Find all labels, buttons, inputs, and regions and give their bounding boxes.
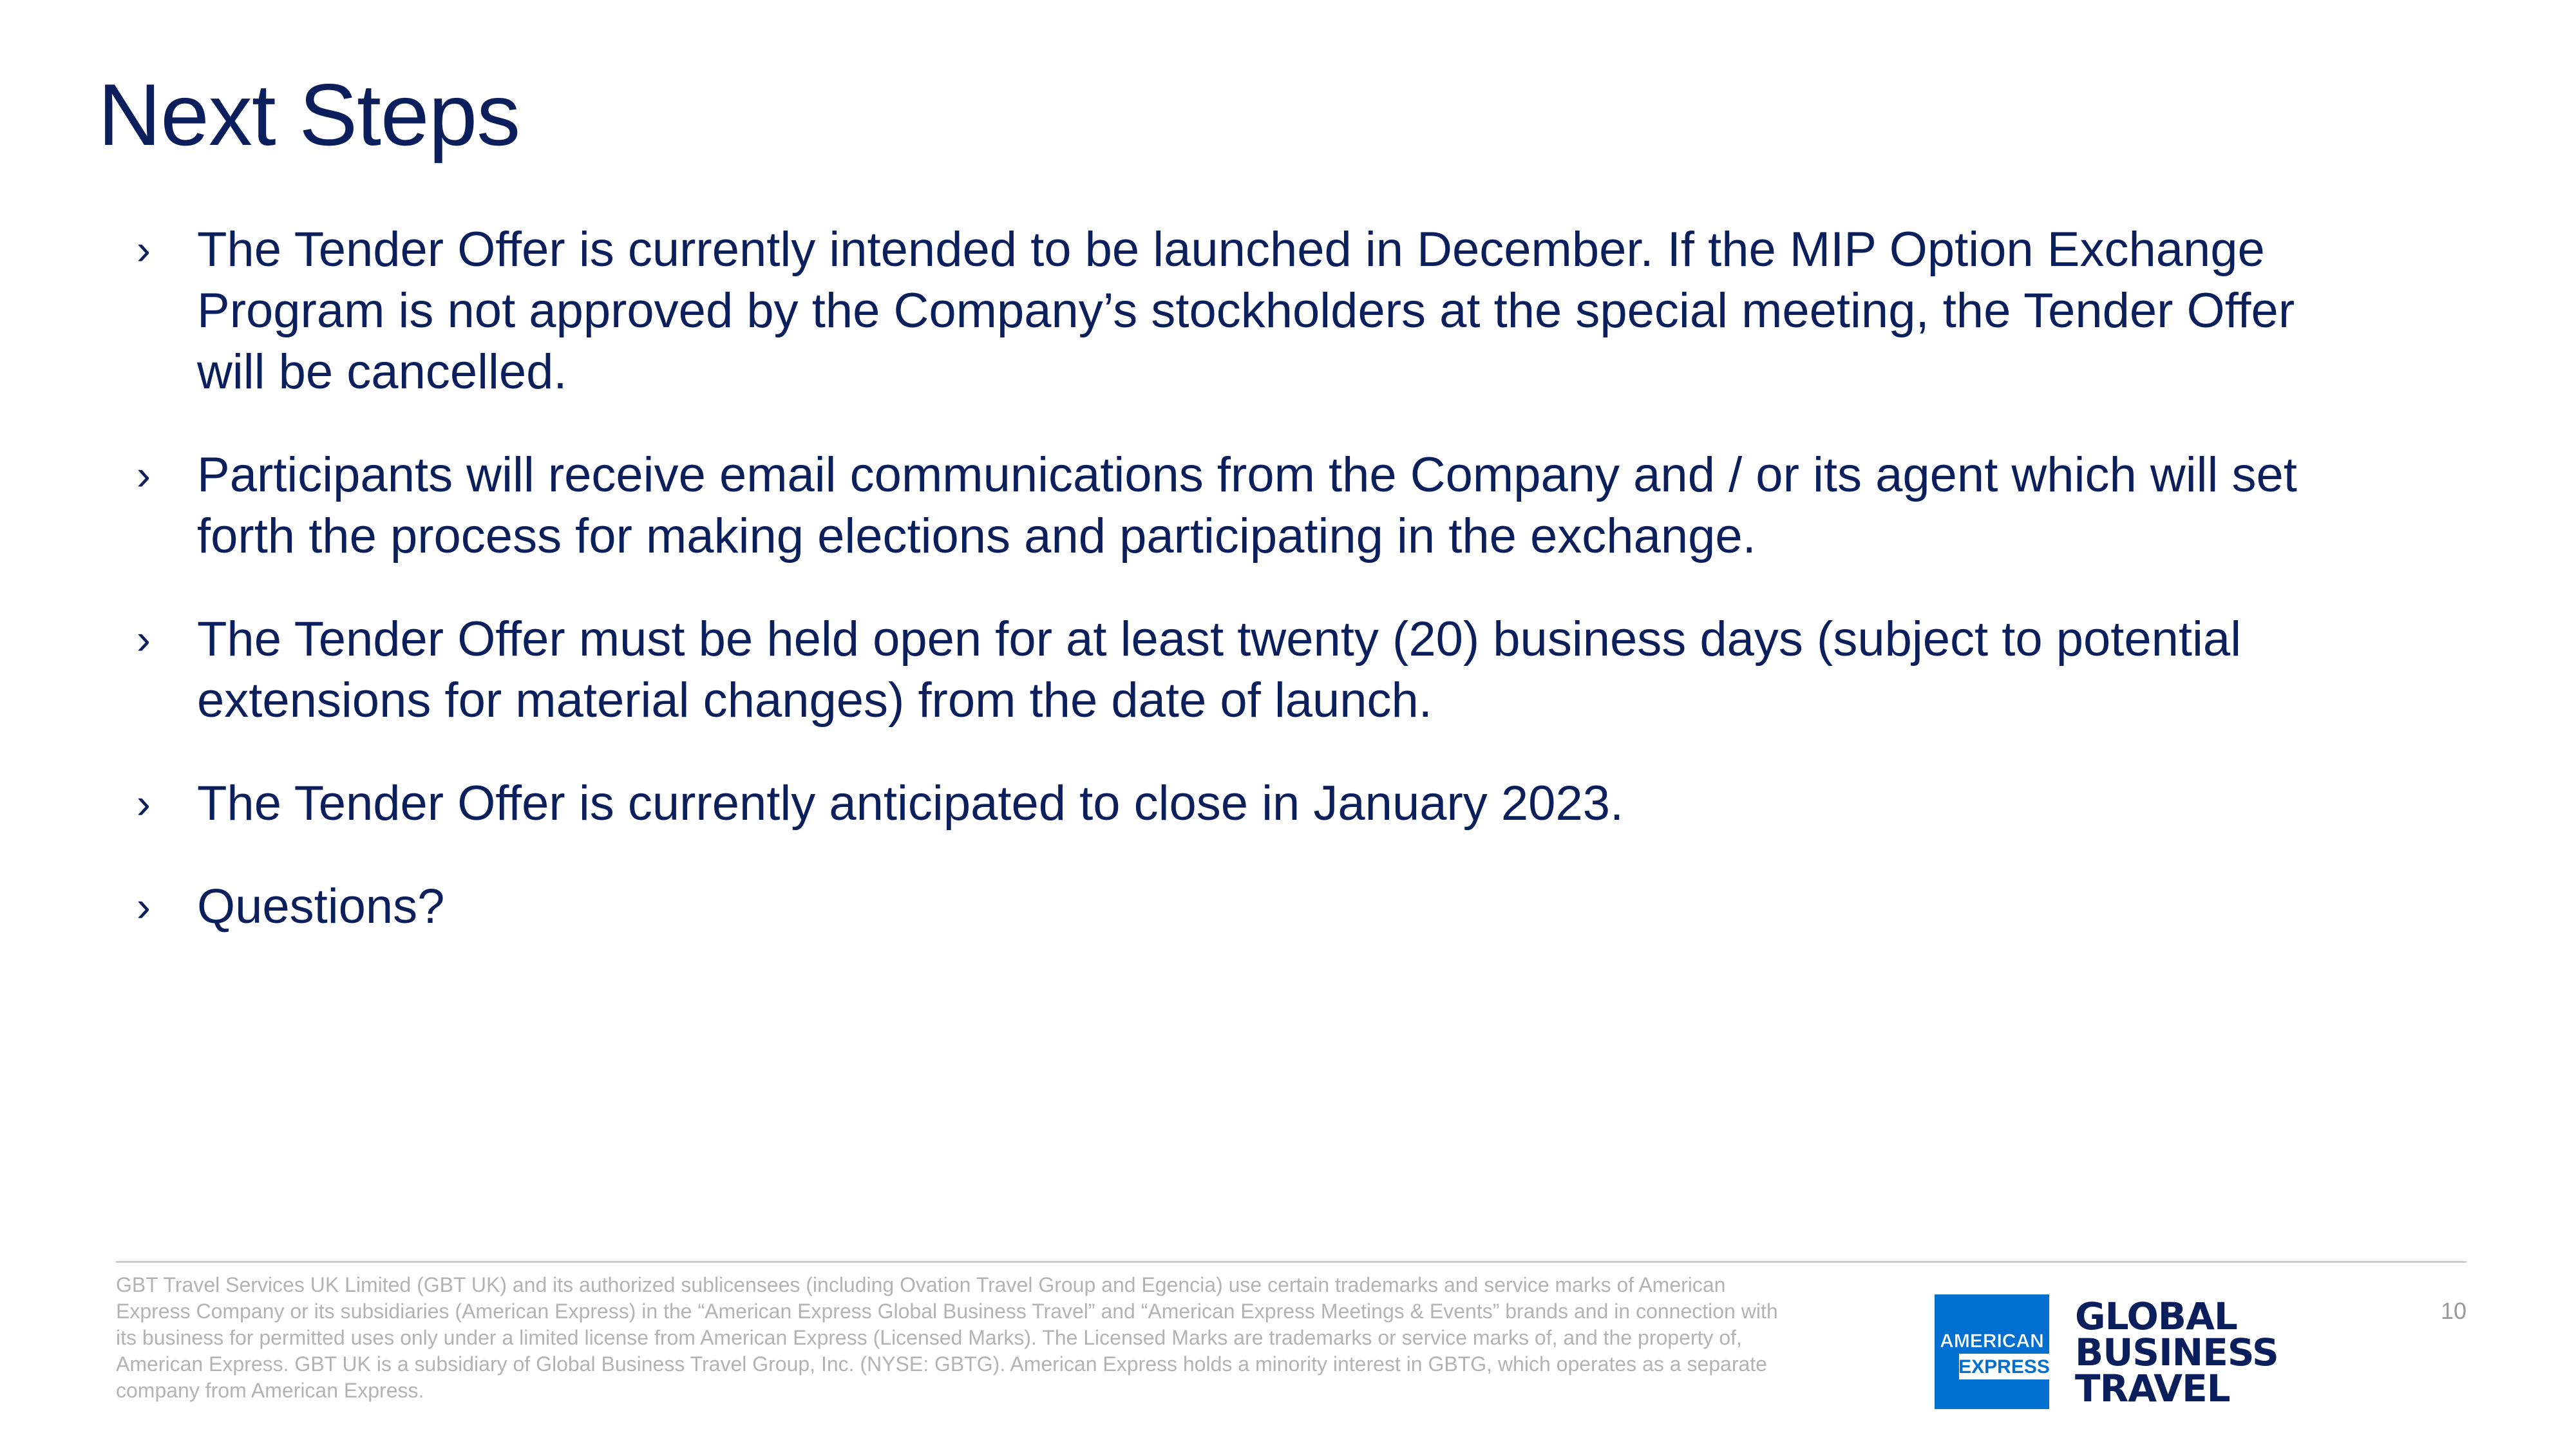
bullet-text: Participants will receive email communications from the Company and / or its agent which will set forth the process for making elections and participating in the exchange. [197,448,2297,564]
bullet-text: Questions? [197,879,445,934]
footer-disclaimer: GBT Travel Services UK Limited (GBT UK) and its authorized sublicensees (including Ovation Travel Group and Egencia) use certain trademarks and service marks of American Express Company or its subsidiaries (American Express) in the “American Express Global Business Travel” and “American Express Meetings & Events” brands and in connection with its business for permitted uses only under a limited license from American Express (Licensed Marks). The Licensed Marks are trademarks or service marks of, and the property of, American Express. GBT UK is a subsidiary of Global Business Travel Group, Inc. (NYSE: GBTG). American Express holds a minority interest in GBTG, which operates as a separate company from American Express. [116,1273,1778,1402]
amex-badge-icon [1935,1294,2049,1409]
bullet-item [137,876,2300,937]
amex-badge-line2: EXPRESS [1958,1356,2049,1378]
page-number: 10 [2441,1298,2467,1324]
bullet-item [137,609,2300,731]
bullet-item [137,773,2300,834]
chevron-right-icon: › [137,615,151,663]
bullet-text: The Tender Offer is currently intended to be launched in December. If the MIP Option Exchange Program is not approved by the Company’s stockholders at the special meeting, the Tender Offer will be cancelled. [197,222,2295,399]
bullet-text: The Tender Offer must be held open for at least twenty (20) business days (subject to potential extensions for material changes) from the date of launch. [197,612,2242,728]
gbt-wordmark [2075,1294,2278,1410]
wordmark-line: TRAVEL [2075,1367,2230,1410]
footer-divider [116,1261,2467,1263]
chevron-right-icon: › [137,225,151,273]
chevron-right-icon: › [137,882,151,930]
wordmark-line: GLOBAL [2075,1294,2237,1338]
american-express-logo [1935,1294,2049,1409]
bullet-item [137,219,2300,402]
chevron-right-icon: › [137,779,151,827]
wordmark-line: BUSINESS [2075,1331,2278,1374]
bullet-list [137,219,2300,979]
slide-title: Next Steps [98,66,520,164]
chevron-right-icon: › [137,451,151,498]
bullet-text: The Tender Offer is currently anticipated to close in January 2023. [197,776,1624,831]
bullet-item [137,444,2300,567]
amex-badge-line1: AMERICAN [1940,1331,2044,1352]
